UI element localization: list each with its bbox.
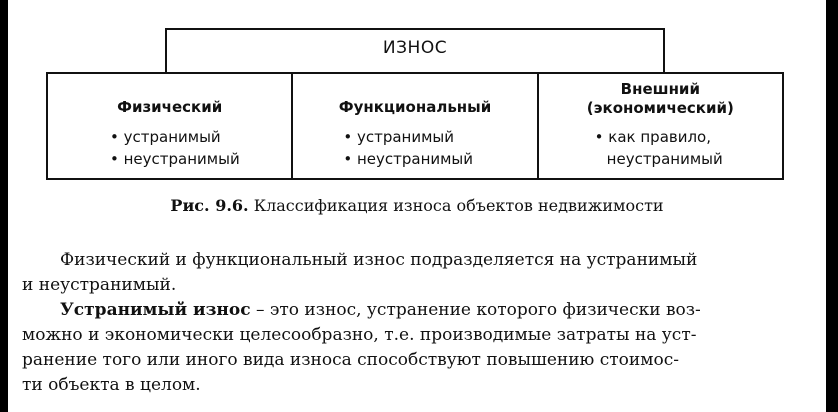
- category-functional: [291, 74, 536, 178]
- category-items: [48, 126, 291, 170]
- paragraph-line: Физический и функциональный износ подразделяется на устранимый: [60, 250, 698, 270]
- category-title-line: Внешний: [620, 80, 700, 98]
- figure-number: Рис. 9.6.: [170, 196, 249, 215]
- category-external: [537, 74, 782, 178]
- category-item: • неустранимый: [343, 148, 536, 170]
- defined-term: Устранимый износ: [60, 300, 251, 320]
- wear-root-box: [165, 28, 665, 72]
- paragraph-line: ранение того или иного вида износа способствуют повышению стоимос-: [22, 350, 679, 370]
- classification-diagram: [8, 0, 826, 200]
- wear-categories-row: [46, 72, 784, 180]
- body-text: [22, 248, 812, 398]
- category-item: • устранимый: [343, 126, 536, 148]
- paragraph-line: и неустранимый.: [22, 275, 177, 295]
- category-item: • устранимый: [110, 126, 291, 148]
- wear-root-label: ИЗНОС: [382, 38, 448, 58]
- figure-caption-text: Классификация износа объектов недвижимости: [253, 196, 664, 215]
- category-items: [539, 126, 782, 170]
- paragraph-line: можно и экономически целесообразно, т.е. производимые затраты на уст-: [22, 325, 697, 345]
- paragraph-text: – это износ, устранение которого физически воз-: [250, 300, 701, 320]
- category-item: • как правило,: [595, 126, 782, 148]
- category-title-line: (экономический): [586, 99, 734, 117]
- category-item: • неустранимый: [110, 148, 291, 170]
- document-page: [8, 0, 826, 412]
- category-item-continuation: неустранимый: [606, 150, 723, 168]
- category-title: Физический: [117, 98, 223, 116]
- category-physical: [48, 74, 291, 178]
- category-title: [539, 80, 782, 118]
- figure-caption: [8, 196, 826, 215]
- category-title: Функциональный: [338, 98, 492, 116]
- paragraph-line: [22, 298, 812, 323]
- paragraph-line: ти объекта в целом.: [22, 375, 201, 395]
- category-items: [293, 126, 536, 170]
